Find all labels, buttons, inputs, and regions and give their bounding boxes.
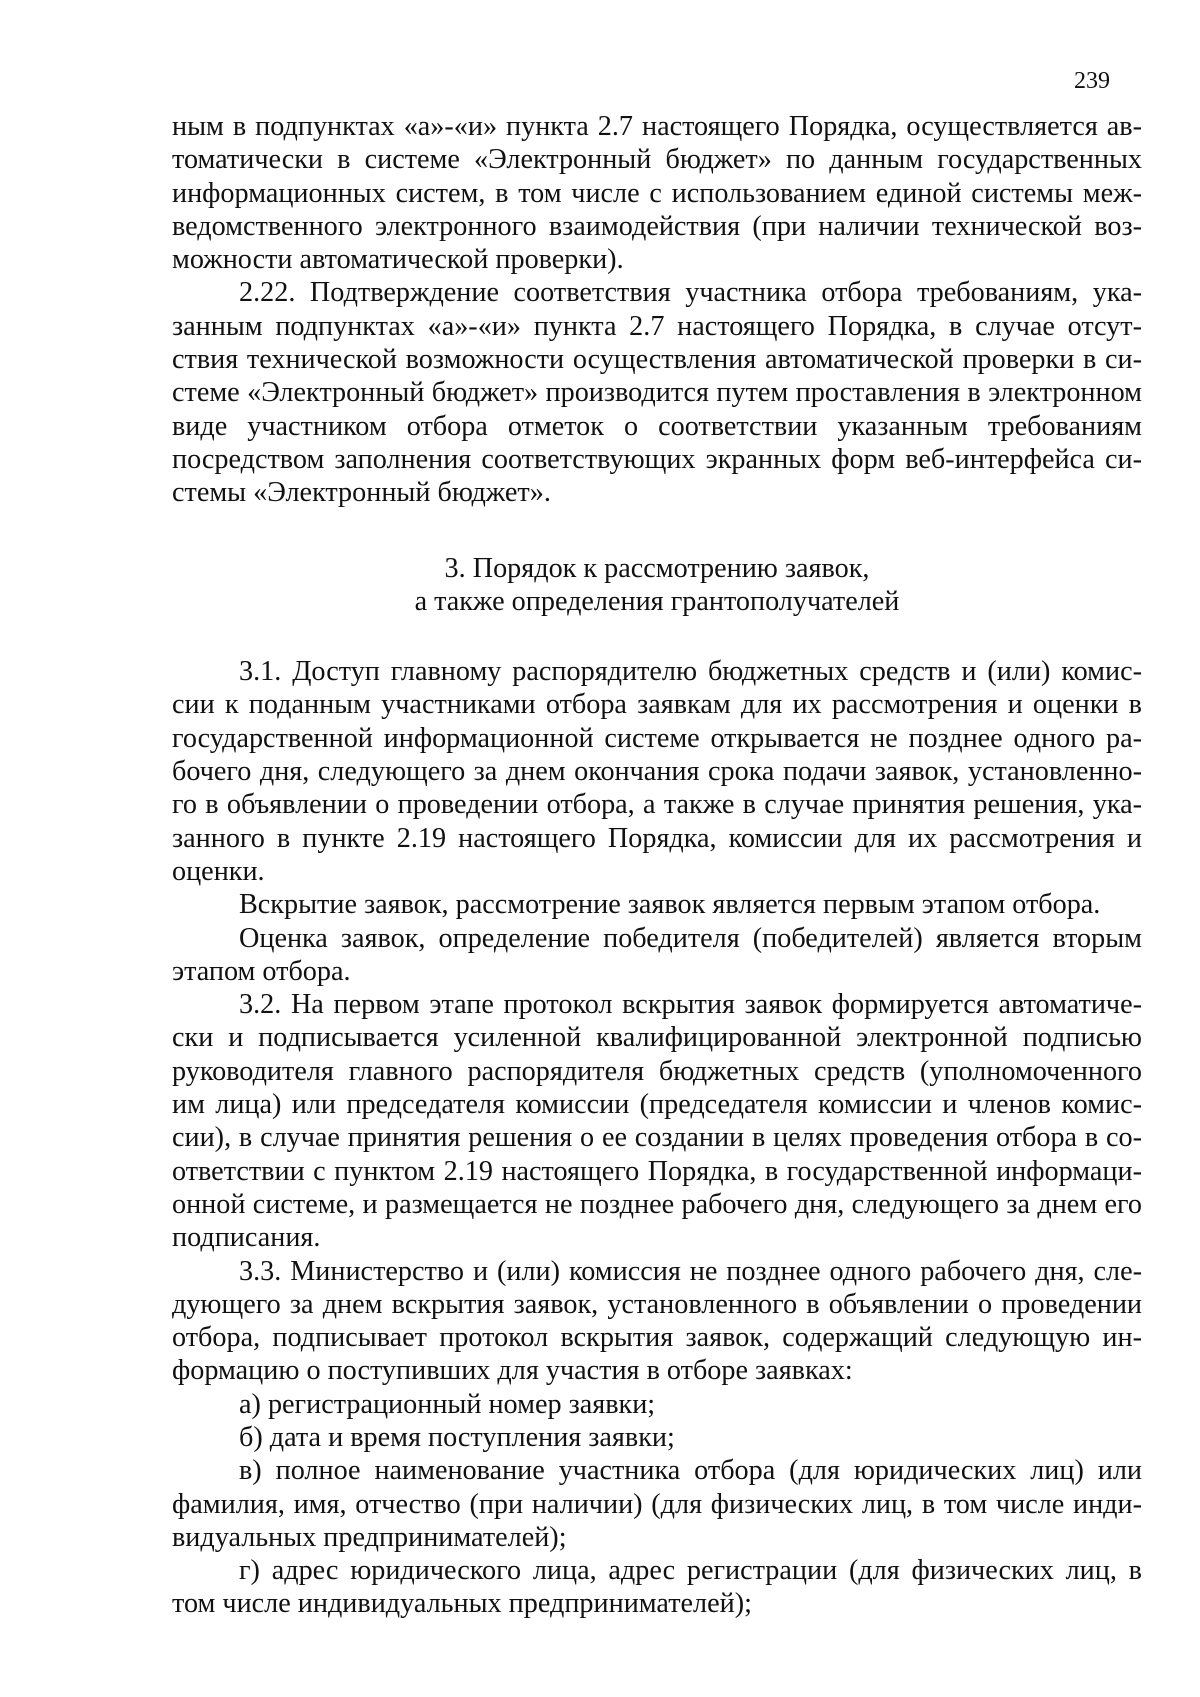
paragraph-3-3: 3.3. Министерство и (или) комиссия не позднее одного рабочего дня, следующего за днем вскрытия заявок, установленного в объявлении о проведении отбора, подписывает протокол вскрытия заявок, содержащий следующую информацию о поступивших для участия в отборе заявках: <box>172 1255 1142 1387</box>
list-item-v: в) полное наименование участника отбора (для юридических лиц) или фамилия, имя, отчество (при наличии) (для физических лиц, в том числе индивидуальных предпринимателей); <box>172 1455 1142 1553</box>
section-heading-line-1: 3. Порядок к рассмотрению заявок, <box>444 552 870 584</box>
list-item-a: а) регистрационный номер заявки; <box>239 1388 656 1420</box>
paragraph-3-2: 3.2. На первом этапе протокол вскрытия заявок формируется автоматически и подписывается усиленной квалифицированной электронной подписью руководителя главного распорядителя бюджетных средств (уполномоченного им лица) или председателя комиссии (председателя комиссии и членов комиссии), в случае принятия решения о ее создании в целях проведения отбора в соответствии с пунктом 2.19 настоящего Порядка, в государственной информационной системе, и размещается не позднее рабочего дня, следующего за днем его подписания. <box>172 989 1142 1254</box>
paragraph-continuation: ным в подпунктах «а»-«и» пункта 2.7 настоящего Порядка, осуществляется автоматически в системе «Электронный бюджет» по данным государственных информационных систем, в том числе с использованием единой системы межведомственного электронного взаимодействия (при наличии технической возможности автоматической проверки). <box>172 111 1142 276</box>
paragraph-3-1: 3.1. Доступ главному распорядителю бюджетных средств и (или) комиссии к поданным участниками отбора заявкам для их рассмотрения и оценки в государственной информационной системе открывается не позднее одного рабочего дня, следующего за днем окончания срока подачи заявок, установленного в объявлении о проведении отбора, а также в случае принятия решения, указанного в пункте 2.19 настоящего Порядка, комиссии для их рассмотрения и оценки. <box>172 656 1142 887</box>
paragraph-second-stage: Оценка заявок, определение победителя (победителей) является вторым этапом отбора. <box>172 922 1142 987</box>
list-item-g: г) адрес юридического лица, адрес регистрации (для физических лиц, в том числе индивидуальных предпринимателей); <box>172 1555 1142 1620</box>
section-heading-line-2: а также определения грантополучателей <box>414 585 900 617</box>
paragraph-2-22: 2.22. Подтверждение соответствия участника отбора требованиям, указанным подпунктах «а»-«и» пункта 2.7 настоящего Порядка, в случае отсутствия технической возможности осуществления автоматической проверки в системе «Электронный бюджет» производится путем проставления в электронном виде участником отбора отметок о соответствии указанным требованиям посредством заполнения соответствующих экранных форм веб-интерфейса системы «Электронный бюджет». <box>172 277 1142 509</box>
section-heading <box>172 552 1142 619</box>
document-body <box>172 110 1142 1621</box>
paragraph-first-stage: Вскрытие заявок, рассмотрение заявок является первым этапом отбора. <box>239 889 1101 921</box>
page-number: 239 <box>1074 68 1110 94</box>
list-item-b: б) дата и время поступления заявки; <box>239 1421 675 1453</box>
